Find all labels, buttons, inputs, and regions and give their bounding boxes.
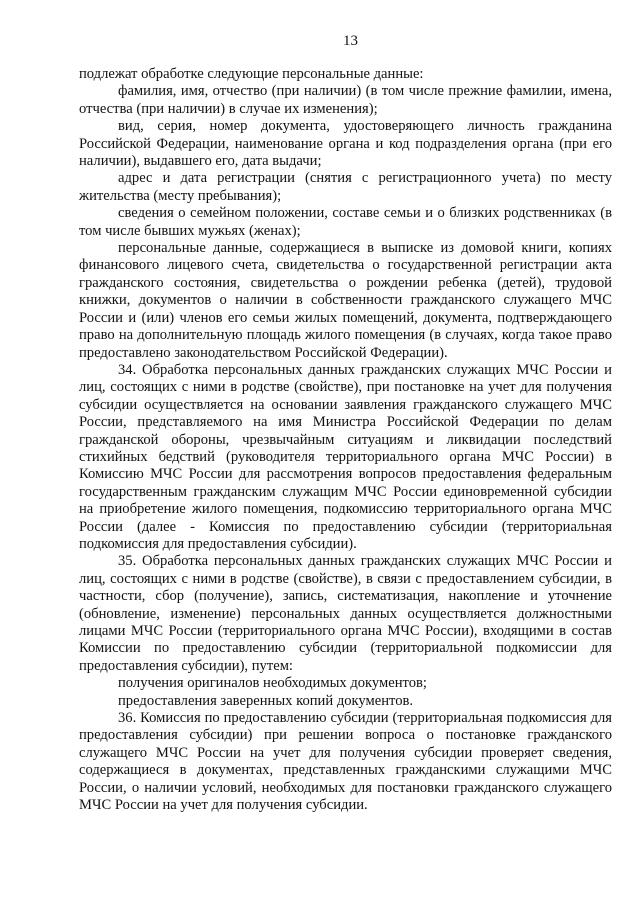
paragraph: 35. Обработка персональных данных гражданских служащих МЧС России и лиц, состоящих с ними в родстве (свойстве), в связи с предоставлением субсидии, в частности, сбор (получение), запись, систематизация, накопление и уточнение (обновление, изменение) персональных данных осуществляется должностными лицами МЧС России (территориального органа МЧС России), входящими в состав Комиссии по предоставлению субсидии (территориальной подкомиссии для предоставления субсидии), путем: [79,553,612,674]
paragraph: вид, серия, номер документа, удостоверяющего личность гражданина Российской Федерации, наименование органа и код подразделения органа (при его наличии), выдавшего его, дата выдачи; [79,118,612,170]
paragraph: персональные данные, содержащиеся в выписке из домовой книги, копиях финансового лицевого счета, свидетельства о государственной регистрации акта гражданского состояния, свидетельства о рождении ребенка (детей), трудовой книжки, документов о наличии в собственности гражданского служащего МЧС России и (или) членов его семьи жилых помещений, документа, подтверждающего право на дополнительную площадь жилого помещения (в случаях, когда такое право предоставлено законодательством Российской Федерации). [79,240,612,361]
paragraph: адрес и дата регистрации (снятия с регистрационного учета) по месту жительства (месту пребывания); [79,170,612,204]
paragraph: 34. Обработка персональных данных гражданских служащих МЧС России и лиц, состоящих с ними в родстве (свойстве), при постановке на учет для получения субсидии осуществляется на основании заявления гражданского служащего МЧС России, представляемого на имя Министра Российской Федерации по делам гражданской обороны, чрезвычайным ситуациям и ликвидации последствий стихийных бедствий (руководителя территориального органа МЧС России) в Комиссию МЧС России для рассмотрения вопросов предоставления федеральным государственным гражданским служащим МЧС России единовременной субсидии на приобретение жилого помещения, подкомиссию территориального органа МЧС России (далее - Комиссия по предоставлению субсидии (территориальная подкомиссия для предоставления субсидии). [79,361,612,552]
paragraph: фамилия, имя, отчество (при наличии) (в том числе прежние фамилии, имена, отчества (при наличии) в случае их изменения); [79,83,612,117]
paragraph: подлежат обработке следующие персональные данные: [79,66,424,82]
paragraph: предоставления заверенных копий документов. [118,692,414,709]
page-number: 13 [343,33,358,49]
paragraph: 36. Комиссия по предоставлению субсидии (территориальная подкомиссия для предоставления субсидии) при решении вопроса о постановке гражданского служащего МЧС России на учет для получения субсидии проверяет сведения, содержащиеся в документах, представленных гражданскими служащими МЧС России, о наличии условий, необходимых для постановки гражданского служащего МЧС России на учет для получения субсидии. [79,710,612,814]
paragraph: сведения о семейном положении, составе семьи и о близких родственниках (в том числе бывших мужьях (женах); [79,205,612,239]
document-body [79,66,612,814]
paragraph: получения оригиналов необходимых документов; [118,675,427,692]
